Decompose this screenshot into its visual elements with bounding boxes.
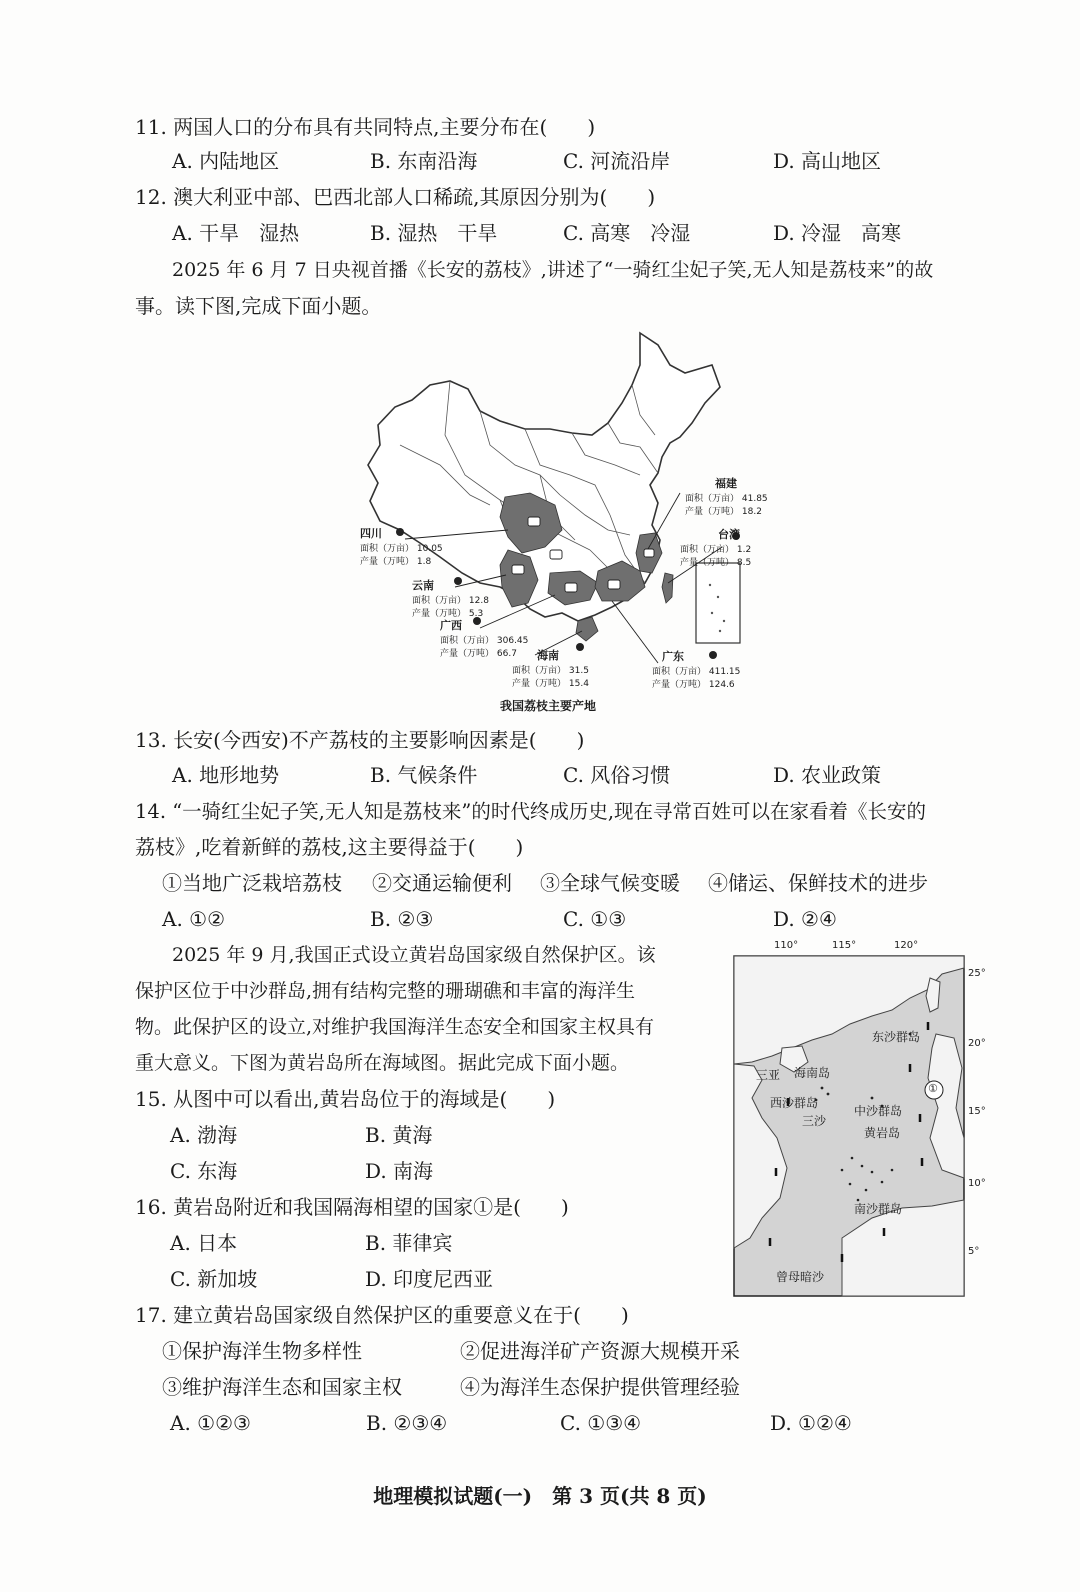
intro1-line2: 事。读下图,完成下面小题。	[135, 294, 382, 318]
region-hainan	[576, 617, 598, 641]
place-dongsha: 东沙群岛	[872, 1030, 921, 1044]
output-value: 66.7	[496, 649, 517, 659]
q16-option-b: B. 菲律宾	[365, 1231, 453, 1255]
place-zhongsha: 中沙群岛	[854, 1104, 903, 1118]
q12-option-c: C. 高寒 冷湿	[563, 221, 691, 245]
q14-option-c: C. ①③	[563, 907, 627, 931]
q17-statement-2: ②促进海洋矿产资源大规模开采	[460, 1339, 740, 1363]
q17-stem: 17. 建立黄岩岛国家级自然保护区的重要意义在于( )	[135, 1303, 629, 1327]
lychee-icon	[565, 583, 577, 592]
lon-label-110: 110°	[774, 940, 799, 951]
q14-option-b: B. ②③	[370, 907, 434, 931]
output-label: 产量（万吨）	[652, 680, 707, 690]
place-nansha: 南沙群岛	[854, 1202, 903, 1216]
lon-label-115: 115°	[832, 940, 857, 951]
q14-option-a: A. ①②	[162, 907, 226, 931]
q15-option-a: A. 渤海	[170, 1123, 238, 1147]
lychee-icon	[644, 549, 654, 557]
label-fujian	[685, 475, 768, 517]
area-value: 41.85	[741, 494, 768, 504]
area-value: 31.5	[568, 666, 589, 676]
lat-label-15: 15°	[968, 1106, 986, 1117]
q13-option-d: D. 农业政策	[773, 763, 882, 787]
q15-option-c: C. 东海	[170, 1159, 238, 1183]
q11-stem: 11. 两国人口的分布具有共同特点,主要分布在( )	[135, 115, 596, 139]
q12-option-d: D. 冷湿 高寒	[773, 221, 902, 245]
area-value: 12.8	[468, 596, 489, 606]
q11-option-d: D. 高山地区	[773, 149, 882, 173]
q16-option-a: A. 日本	[170, 1231, 238, 1255]
q14-option-d: D. ②④	[773, 907, 837, 931]
intro2-line4: 重大意义。下图为黄岩岛所在海域图。据此完成下面小题。	[135, 1052, 630, 1074]
q17-option-c: C. ①③④	[560, 1411, 642, 1435]
output-value: 18.2	[741, 507, 762, 517]
region-name: 福建	[715, 477, 737, 490]
area-value: 411.15	[708, 667, 741, 677]
area-label: 面积（万亩）	[512, 666, 567, 676]
lon-label-120: 120°	[894, 940, 919, 951]
q17-option-d: D. ①②④	[770, 1411, 852, 1435]
intro2-line3: 物。此保护区的设立,对维护我国海洋生态安全和国家主权具有	[135, 1016, 655, 1038]
output-label: 产量（万吨）	[360, 557, 415, 567]
label-sichuan	[360, 525, 443, 567]
q17-option-b: B. ②③④	[366, 1411, 448, 1435]
place-sanya: 三亚	[756, 1068, 781, 1082]
q12-option-a: A. 干旱 湿热	[172, 221, 300, 245]
output-label: 产量（万吨）	[412, 609, 467, 619]
intro2-line1: 2025 年 9 月,我国正式设立黄岩岛国家级自然保护区。该	[172, 944, 656, 966]
output-value: 15.4	[568, 679, 589, 689]
q14-statement-1: ①当地广泛栽培荔枝	[162, 871, 342, 895]
q15-option-b: B. 黄海	[365, 1123, 433, 1147]
area-label: 面积（万亩）	[685, 494, 740, 504]
lychee-map	[340, 325, 768, 720]
region-name: 广西	[440, 619, 462, 632]
q15-stem: 15. 从图中可以看出,黄岩岛位于的海域是( )	[135, 1087, 556, 1111]
label-hainan	[512, 647, 589, 689]
q14-stem-line1: 14. “一骑红尘妃子笑,无人知是荔枝来”的时代终成历史,现在寻常百姓可以在家看着《长安的	[135, 800, 927, 823]
area-label: 面积（万亩）	[412, 596, 467, 606]
region-name: 台湾	[718, 528, 740, 541]
place-xisha: 西沙群岛	[770, 1096, 819, 1110]
label-yunnan	[412, 577, 489, 619]
q14-stem-line2: 荔枝》,吃着新鲜的荔枝,这主要得益于( )	[135, 835, 524, 859]
region-name: 四川	[360, 527, 382, 540]
scs-inset	[696, 563, 740, 643]
area-label: 面积（万亩）	[680, 545, 735, 555]
label-taiwan	[680, 526, 751, 568]
lychee-icon	[608, 580, 620, 589]
area-label: 面积（万亩）	[440, 636, 495, 646]
lat-label-5: 5°	[968, 1246, 980, 1257]
lychee-map-caption: 我国荔枝主要产地	[500, 699, 597, 713]
q16-stem: 16. 黄岩岛附近和我国隔海相望的国家①是( )	[135, 1195, 569, 1219]
q17-option-a: A. ①②③	[170, 1411, 251, 1435]
q11-option-b: B. 东南沿海	[370, 149, 478, 173]
q14-statement-4: ④储运、保鲜技术的进步	[708, 871, 928, 895]
q17-statement-1: ①保护海洋生物多样性	[162, 1339, 362, 1363]
lat-label-10: 10°	[968, 1178, 986, 1189]
region-name: 云南	[412, 579, 434, 592]
output-value: 8.5	[736, 558, 752, 568]
sea-map	[732, 938, 992, 1300]
intro1-line1: 2025 年 6 月 7 日央视首播《长安的荔枝》,讲述了“一骑红尘妃子笑,无人知是荔枝来”的故	[172, 259, 934, 281]
q16-option-d: D. 印度尼西亚	[365, 1267, 494, 1291]
q15-option-d: D. 南海	[365, 1159, 434, 1183]
output-value: 1.8	[416, 557, 432, 567]
output-label: 产量（万吨）	[680, 558, 735, 568]
area-value: 306.45	[496, 636, 529, 646]
lychee-icon	[512, 565, 524, 574]
q13-option-a: A. 地形地势	[172, 763, 280, 787]
q11-option-a: A. 内陆地区	[172, 149, 280, 173]
lat-label-20: 20°	[968, 1038, 986, 1049]
output-label: 产量（万吨）	[512, 679, 567, 689]
label-guangdong	[652, 648, 740, 690]
region-taiwan	[662, 573, 673, 603]
output-value: 124.6	[708, 680, 735, 690]
q16-option-c: C. 新加坡	[170, 1267, 258, 1291]
q11-option-c: C. 河流沿岸	[563, 149, 671, 173]
q17-statement-3: ③维护海洋生态和国家主权	[162, 1375, 402, 1399]
marker-label: ①	[928, 1082, 938, 1095]
area-value: 10.05	[416, 544, 443, 554]
q14-statement-2: ②交通运输便利	[372, 871, 512, 895]
place-huangyan: 黄岩岛	[864, 1126, 901, 1140]
region-name: 广东	[662, 650, 684, 663]
area-label: 面积（万亩）	[360, 544, 415, 554]
lychee-icon	[550, 550, 562, 559]
area-label: 面积（万亩）	[652, 667, 707, 677]
intro2-line2: 保护区位于中沙群岛,拥有结构完整的珊瑚礁和丰富的海洋生	[135, 980, 636, 1002]
region-name: 海南	[537, 649, 559, 662]
place-sansha: 三沙	[802, 1114, 827, 1128]
output-label: 产量（万吨）	[685, 507, 740, 517]
area-value: 1.2	[736, 545, 752, 555]
output-label: 产量（万吨）	[440, 649, 495, 659]
output-value: 5.3	[468, 609, 484, 619]
place-hainan: 海南岛	[794, 1066, 831, 1080]
q12-option-b: B. 湿热 干旱	[370, 221, 498, 245]
page-footer: 地理模拟试题(一) 第 3 页(共 8 页)	[373, 1484, 707, 1508]
q13-stem: 13. 长安(今西安)不产荔枝的主要影响因素是( )	[135, 728, 585, 752]
q13-option-b: B. 气候条件	[370, 763, 478, 787]
q14-statement-3: ③全球气候变暖	[540, 871, 680, 895]
q13-option-c: C. 风俗习惯	[563, 763, 671, 787]
q12-stem: 12. 澳大利亚中部、巴西北部人口稀疏,其原因分别为( )	[135, 185, 656, 209]
lat-label-25: 25°	[968, 968, 986, 979]
sea-map-graphic	[732, 938, 992, 1300]
lychee-icon	[528, 517, 540, 526]
q17-statement-4: ④为海洋生态保护提供管理经验	[460, 1375, 740, 1399]
place-zengmu: 曾母暗沙	[776, 1270, 825, 1284]
